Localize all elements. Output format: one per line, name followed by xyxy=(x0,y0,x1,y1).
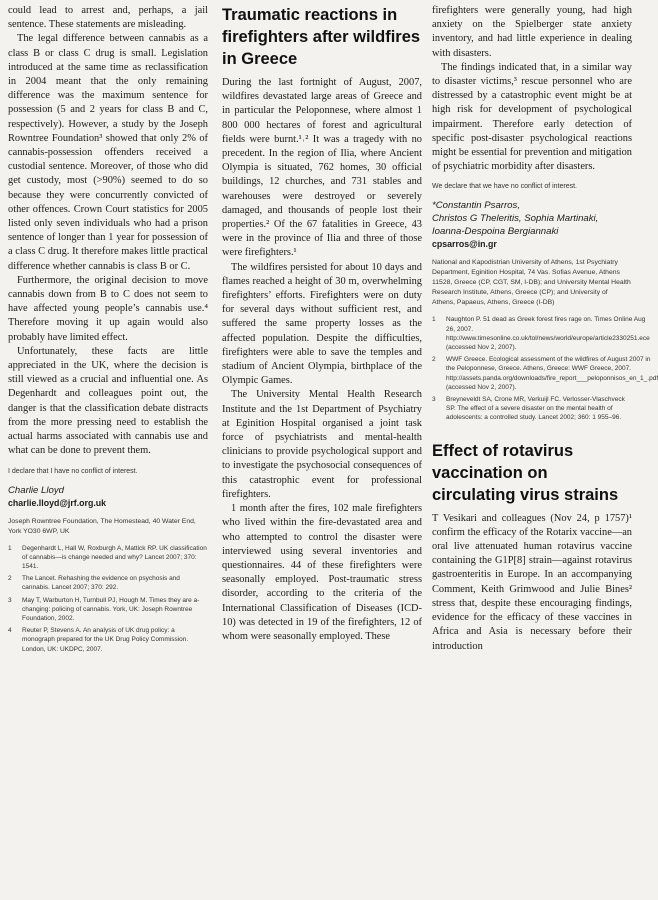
reference-text: Degenhardt L, Hall W, Roxburgh A, Mattick RP. UK classification of cannabis—is change needed and why? Lancet 2007; 370: 1541. xyxy=(22,544,207,570)
body-paragraph: The legal difference between cannabis as a class B or class C drug is small. Legislation introduced at the same time as reclassification in 2004 meant that the only remaining difference was the maximum sentence for possession (5 and 2 years for class B and C, respectively). However, a study by the Joseph Rowntree Foundation³ showed that only 2% of cannabis-possession offenders received a custodial sentence. Moreover, of those who did get custody, most (>90%) seemed to do so because they were concurrently convicted of other offences. Crown Court statistics for 2005 listed only seven individuals who had a prison sentence of longer than 1 year for possession of a class C drug. It therefore makes little practical difference whether cannabis is class B or C. xyxy=(8,33,208,272)
author-email[interactable]: cpsarros@in.gr xyxy=(432,239,497,250)
body-paragraph: could lead to arrest and, perhaps, a jail sentence. These statements are misleading. xyxy=(8,5,208,31)
reference-number: 4 xyxy=(8,627,12,635)
reference-item xyxy=(432,355,658,392)
body-paragraph: Unfortunately, these facts are little appreciated in the UK, where the decision is still viewed as a crucial and influential one. As Degenhardt and colleagues point out, the danger is that the classification debate distracts from the more pressing need to establish the actual harms associated with cannabis use and what can be done to prevent them. xyxy=(8,345,208,457)
reference-text: Reuter P, Stevens A. An analysis of UK drug policy: a monograph prepared for the UK Drug Policy Commission. London, UK: UKDPC, 2007. xyxy=(22,627,189,653)
reference-text: Breyneveldt SA, Crone MR, Verkuijl FC. Verlosser-Vlaschveck SP. The effect of a severe disaster on the mental health of adolescents: a controlled study. Lancet 2002; 360: 1 955–96. xyxy=(446,396,625,422)
author-name: *Constantin Psarros, xyxy=(432,200,520,212)
column-right xyxy=(432,4,658,900)
column-left xyxy=(8,4,208,900)
author-name: Charlie Lloyd xyxy=(8,484,64,496)
body-paragraph: During the last fortnight of August, 2007, wildfires devastated large areas of Greece and in particular the Peloponnese, where almost 1 800 000 hectares of forest and agricultural fields were burnt.¹˒² It was a tragedy with no precedent. In the region of Ilia, where Ancient Olympia is situated, 762 homes, 30 official buildings, 12 churches, and 731 stables and warehouses were destroyed or severely damaged, and thousands of people lost their properties.² Of the 67 fatalities in Greece, 43 were in the province of Ilia and three of those were firefighters.¹ xyxy=(222,77,422,259)
body-paragraph: The wildfires persisted for about 10 days and flames reached a height of 30 m, overwhelming firefighters’ efforts. Firefighters were on duty for several days without sufficient rest, and suffered the same property losses as the affected population. Despite the difficulties, firefighters were able to save the temples and stadium of Ancient Olympia, birthplace of the Olympic Games. xyxy=(222,261,422,387)
body-paragraph: T Vesikari and colleagues (Nov 24, p 1757)¹ confirm the efficacy of the Rotarix vaccine—an oral live attenuated human rotavirus vaccine containing the G1P[8] strain—against rotavirus gastroenteritis in Europe. In an accompanying Comment, Keith Grimwood and Julie Bines² stress that, despite these encouraging findings, evidence for the efficacy of these vaccines in Africa and Asia is necessary before their introduction xyxy=(432,512,632,652)
author-affiliation: National and Kapodistrian University of Athens, 1st Psychiatry Department, Eginition Hospital, 74 Vas. Sofias Avenue, Athens 11528, Greece (CP, CGT, SM, I-DB); and University Mental Health Research Institute, Athens, Greece (CP); and University of Athens, Papaeus, Athens, Greece (I-DB) xyxy=(432,259,631,307)
author-name: Ioanna-Despoina Bergiannaki xyxy=(432,226,559,238)
reference-item xyxy=(432,395,632,423)
author-name: Christos G Theleritis, Sophia Martinaki, xyxy=(432,213,599,225)
body-paragraph: 1 month after the fires, 102 male firefighters who lived within the fire-devastated area and who attempted to control the disaster were interviewed using several inventories and questionnaires. 44 of these firefighters were seasonally employed. Post-traumatic stress disorder, according to the criteria of the International Classification of Diseases (ICD-10) was detected in 19 of the firefighters, 12 of whom were seasonally employed. These xyxy=(222,503,422,642)
reference-text: WWF Greece. Ecological assessment of the wildfires of August 2007 in the Peloponnese, Greece. Athens, Greece: WWF Greece, 2007. http://assets.panda.org/downloads/fire_report___peloponnisos_en_1_.pdf (accessed Nov 2, 2007). xyxy=(446,356,658,391)
column-middle xyxy=(222,4,422,900)
reference-text: Naughton P. 51 dead as Greek forest fires rage on. Times Online Aug 26, 2007. http://www.timesonline.co.uk/tol/news/world/europe/article2330251.ece (accessed Nov 2, 2007). xyxy=(446,316,650,352)
reference-text: The Lancet. Rehashing the evidence on psychosis and cannabis. Lancet 2007; 370: 292. xyxy=(22,575,180,592)
body-paragraph: The University Mental Health Research Institute and the 1st Department of Psychiatry at Eginition Hospital organised a joint task force of psychiatrists and mental-health clinicians to provide psychological support and to investigate the psychosocial consequences of this catastrophic event for professional firefighters. xyxy=(222,389,422,500)
reference-item xyxy=(8,596,208,624)
reference-item xyxy=(432,315,650,352)
article-heading: Effect of rotavirus vaccination on circulating virus strains xyxy=(432,441,619,504)
reference-number: 3 xyxy=(432,396,436,404)
reference-item xyxy=(8,626,208,654)
reference-list xyxy=(8,544,208,654)
reference-number: 2 xyxy=(8,575,12,583)
conflict-declaration: I declare that I have no conflict of interest. xyxy=(8,467,138,475)
body-paragraph: Furthermore, the original decision to move cannabis down from B to C does not seem to have affected young people’s cannabis use.⁴ Therefore moving it up again would also probably have limited effect. xyxy=(8,274,208,343)
reference-number: 3 xyxy=(8,596,12,604)
reference-number: 1 xyxy=(432,316,436,324)
reference-number: 1 xyxy=(8,544,12,552)
body-paragraph: The findings indicated that, in a similar way to disaster victims,³ rescue personnel who are distressed by a catastrophic event might be at high risk for development of psychological impairment. Therefore early detection of specific post-disaster psychological reactions might be essential for prevention and mitigation of psychiatric morbidity after disasters. xyxy=(432,61,632,173)
author-email[interactable]: charlie.lloyd@jrf.org.uk xyxy=(8,497,107,508)
body-paragraph: firefighters were generally young, had high anxiety on the Spielberger state anxiety inventory, and had little experience in dealing with disasters. xyxy=(432,5,632,59)
article-heading: Traumatic reactions in firefighters after wildfires in Greece xyxy=(222,6,421,68)
reference-item xyxy=(8,544,208,572)
author-affiliation: Joseph Rowntree Foundation, The Homestead, 40 Water End, York YO30 6WP, UK xyxy=(8,517,196,535)
section-gap xyxy=(432,426,632,440)
reference-item xyxy=(8,574,208,592)
reference-text: May T, Warburton H, Turnbull PJ, Hough M. Times they are a-changing: policing of cannabis. York, UK: Joseph Rowntree Foundation, 2002. xyxy=(22,596,200,622)
reference-number: 2 xyxy=(432,356,436,364)
conflict-declaration: We declare that we have no conflict of interest. xyxy=(432,183,578,191)
reference-list xyxy=(432,315,658,422)
